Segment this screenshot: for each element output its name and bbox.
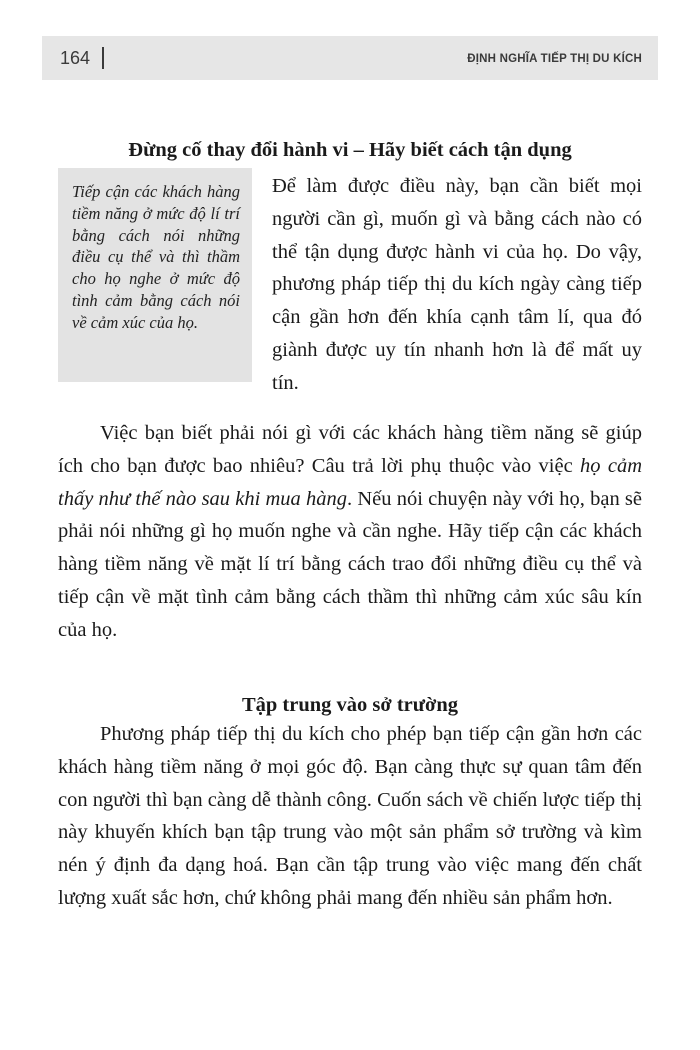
section-heading-behavior: Đừng cố thay đổi hành vi – Hãy biết cách tận dụng bbox=[128, 139, 572, 161]
paragraph-text: Việc bạn biết phải nói gì với các khách hàng tiềm năng sẽ giúp ích cho bạn được bao nhiêu? Câu trả lời phụ thuộc vào việc bbox=[58, 422, 642, 477]
header-divider bbox=[102, 47, 104, 69]
body-paragraph bbox=[58, 417, 642, 647]
page-number: 164 bbox=[60, 48, 91, 68]
running-head-title: ĐỊNH NGHĨA TIẾP THỊ DU KÍCH bbox=[467, 53, 642, 65]
pull-quote-text: Tiếp cận các khách hàng tiềm năng ở mức độ lí trí bằng cách nói những điều cụ thể và thì thầm cho họ nghe ở mức độ tình cảm bằng cách nói về cảm xúc của họ. bbox=[72, 182, 240, 332]
pull-quote-box bbox=[58, 168, 252, 382]
emphasized-phrase: họ cảm thấy như thế nào sau khi mua hàng bbox=[58, 454, 643, 510]
body-paragraph-wrapped: Để làm được điều này, bạn cần biết mọi người cần gì, muốn gì và bằng cách nào có thể tận dụng được hành vi của họ. Do vậy, phương pháp tiếp thị du kích ngày càng tiếp cận gần hơn đến khía cạnh tâm lí, qua đó giành được uy tín nhanh hơn là để mất uy tín. bbox=[272, 175, 642, 394]
paragraph-text: . Nếu nói chuyện này với họ, bạn sẽ phải nói những gì họ muốn nghe và cần nghe. Hãy tiếp cận các khách hàng tiềm năng về mặt lí trí bằng cách trao đổi những điều cụ thể và tiếp cận về mặt tình cảm bằng cách thầm thì những cảm xúc sâu kín của họ. bbox=[58, 487, 642, 641]
section-heading-strength: Tập trung vào sở trường bbox=[241, 694, 459, 716]
body-paragraph-strength: Phương pháp tiếp thị du kích cho phép bạn tiếp cận gần hơn các khách hàng tiềm năng ở mọi góc độ. Bạn càng thực sự quan tâm đến con người thì bạn càng dễ thành công. Cuốn sách về chiến lược tiếp thị này khuyến khích bạn tập trung vào một sản phẩm sở trường và kìm nén ý định đa dạng hoá. Bạn cần tập trung vào việc mang đến chất lượng xuất sắc hơn, chứ không phải mang đến nhiều sản phẩm hơn. bbox=[58, 723, 642, 909]
